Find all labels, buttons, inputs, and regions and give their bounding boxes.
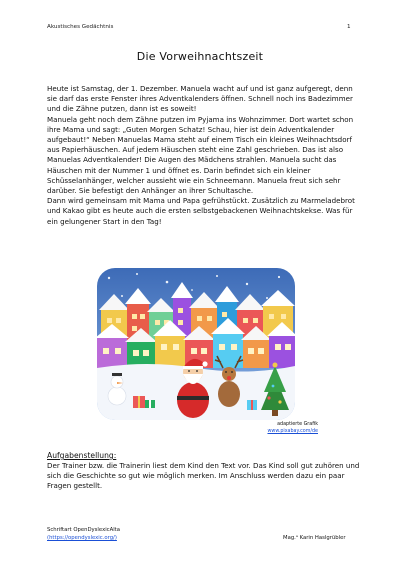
task-heading: Aufgabenstellung:: [47, 451, 117, 460]
page-title: Die Vorweihnachtszeit: [136, 50, 264, 63]
image-credit-link[interactable]: www.pixabay.com/de: [267, 428, 318, 434]
header-subject: Akustisches Gedächtnis: [47, 24, 114, 30]
footer-font-link[interactable]: (https://opendyslexic.org/): [47, 535, 117, 541]
story-text: [47, 84, 365, 227]
footer-author: Mag.ᵃ Karin Haslgrübler: [283, 535, 346, 541]
story-paragraph: Manuela geht noch dem Zähne putzen im Pyjama ins Wohnzimmer. Dort wartet schon ihre Mama und sagt: „Guten Morgen Schatz! Schau, hier ist dein Adventkalender aufgebaut!“ Neben Manuelas Mama steht auf einem Tisch ein kleines Weihnachtsdorf aus Papierhäuschen. Auf jedem Häuschen steht eine Zahl geschrieben. Das ist also Manuelas Adventkalender! Die Augen des Mädchens strahlen. Manuela sucht das Häuschen mit der Nummer 1 und öffnet es. Darin befindet sich ein kleiner Schüsselanhänger, welcher aussieht wie ein Schneemann. Manuela freut sich sehr darüber. Sie befestigt den Anhänger an ihrer Schultasche.: [47, 114, 354, 196]
image-credit: [228, 422, 318, 436]
image-credit-label: adaptierte Grafik: [277, 422, 318, 427]
footer-font-note: Schriftart OpenDyslexicAlta: [47, 527, 121, 533]
story-paragraph: Dann wird gemeinsam mit Mama und Papa gefrühstückt. Zusätzlich zu Marmeladebrot und Kakao gibt es heute auch die ersten selbstgebackenen Weihnachtskekse. Was für ein gelungener Start in den Tag!: [47, 196, 355, 226]
christmas-village-illustration: [97, 268, 295, 420]
story-paragraph: Heute ist Samstag, der 1. Dezember. Manuela wacht auf und ist ganz aufgeregt, denn sie darf das erste Fenster ihres Adventkalenders öffnen. Schnell noch ins Badezimmer und die Zähne putzen, dann ist es soweit!: [47, 84, 353, 114]
task-text: Der Trainer bzw. die Trainerin liest dem Kind den Text vor. Das Kind soll gut zuhören und sich die Geschichte so gut wie möglich merken. Im Anschluss werden dazu ein paar Fragen gestellt.: [47, 461, 360, 491]
page-number: 1: [347, 24, 351, 30]
